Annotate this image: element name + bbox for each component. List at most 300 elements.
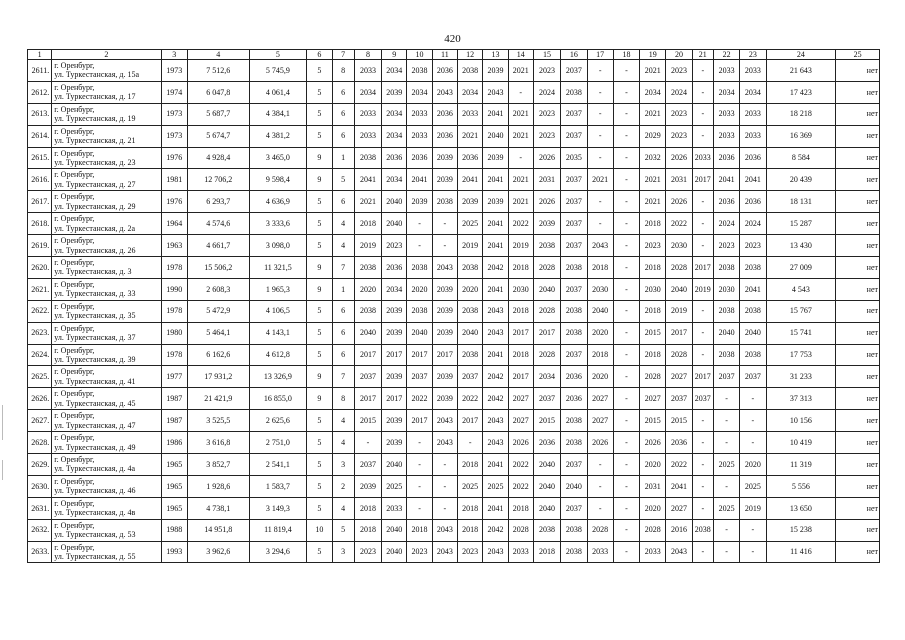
row-number: 2623. [28,322,52,344]
table-cell: 2040 [407,322,432,344]
table-cell: - [458,432,483,454]
address-city: г. Оренбург, [54,148,95,158]
table-cell: 2018 [508,497,533,519]
table-cell: 2017 [458,410,483,432]
table-cell: 4 381,2 [249,125,307,147]
table-cell: 2020 [640,497,666,519]
table-cell: 4 636,9 [249,191,307,213]
table-cell: 2042 [483,366,508,388]
table-cell: 2041 [483,235,508,257]
table-cell: 2036 [432,60,457,82]
table-cell: 2018 [640,300,666,322]
table-cell: 2027 [666,366,692,388]
address-cell [52,81,161,103]
table-cell: 6 162,6 [187,344,249,366]
table-cell: - [613,235,639,257]
table-cell: 5 [307,541,332,563]
address-city: г. Оренбург, [54,257,95,267]
table-cell: 2028 [533,344,560,366]
address-city: г. Оренбург, [54,323,95,333]
table-cell: нет [836,519,880,541]
table-cell: 31 233 [766,366,836,388]
row-number: 2615. [28,147,52,169]
table-cell: 2039 [432,300,457,322]
table-cell: 2038 [692,519,713,541]
table-cell: 2022 [508,213,533,235]
table-cell: 1976 [161,147,187,169]
table-cell: 2038 [561,432,587,454]
table-cell: 2018 [587,344,613,366]
address-cell [52,60,161,82]
address-city: г. Оренбург, [54,236,95,246]
table-cell: 2036 [561,388,587,410]
table-cell: 2019 [740,497,766,519]
table-cell: 2033 [354,60,381,82]
address-cell [52,257,161,279]
table-row [28,388,880,410]
table-cell: 2039 [483,191,508,213]
table-cell: 4 738,1 [187,497,249,519]
address-city: г. Оренбург, [54,126,95,136]
table-cell: 5 [307,454,332,476]
table-cell: 2039 [354,475,381,497]
table-cell: 5 [307,125,332,147]
table-cell: 15 287 [766,213,836,235]
table-cell: 7 [332,366,354,388]
table-cell: 4 [332,497,354,519]
table-cell: 2036 [432,103,457,125]
table-cell: 4 384,1 [249,103,307,125]
register-body [28,50,880,563]
table-cell: 9 [307,147,332,169]
table-cell: нет [836,147,880,169]
table-cell: 2018 [407,519,432,541]
table-cell: 2037 [561,125,587,147]
table-cell: 2017 [508,322,533,344]
address-street: ул. Туркестанская, д. 55 [54,552,136,562]
table-cell: 2038 [533,519,560,541]
table-cell: 6 [332,125,354,147]
address-cell [52,497,161,519]
address-cell [52,475,161,497]
table-cell: 14 951,8 [187,519,249,541]
table-cell: 2033 [407,103,432,125]
table-cell: 2037 [713,366,739,388]
table-row [28,147,880,169]
table-row [28,322,880,344]
table-cell: 2038 [407,300,432,322]
table-cell: 1988 [161,519,187,541]
table-cell: 2033 [354,125,381,147]
address-street: ул. Туркестанская, д. 27 [54,179,136,189]
table-cell: 4 [332,410,354,432]
table-cell: 2018 [354,519,381,541]
table-cell: 3 098,0 [249,235,307,257]
table-cell: 2038 [533,235,560,257]
address-city: г. Оренбург, [54,367,95,377]
address-city: г. Оренбург, [54,454,95,464]
column-header: 13 [483,50,508,60]
table-cell: 2023 [533,125,560,147]
address-cell [52,410,161,432]
address-street: ул. Туркестанская, д. 15а [54,70,139,80]
table-cell: 3 465,0 [249,147,307,169]
table-cell: 2039 [382,410,407,432]
table-cell: 2030 [508,278,533,300]
table-cell: 3 333,6 [249,213,307,235]
table-cell: 18 218 [766,103,836,125]
table-cell: 2037 [533,388,560,410]
table-cell: 2019 [354,235,381,257]
address-city: г. Оренбург, [54,345,95,355]
table-cell: 2038 [458,257,483,279]
table-cell: 2018 [354,213,381,235]
table-cell: 2034 [382,278,407,300]
table-cell: 12 706,2 [187,169,249,191]
table-cell: 2019 [692,278,713,300]
row-number: 2622. [28,300,52,322]
register-table [27,49,880,563]
table-cell: 1978 [161,257,187,279]
column-header: 15 [533,50,560,60]
table-cell: 2021 [640,191,666,213]
table-cell: 5 [307,410,332,432]
table-cell: 17 753 [766,344,836,366]
table-cell: 2028 [640,366,666,388]
table-cell: 2026 [533,147,560,169]
column-header: 22 [713,50,739,60]
table-cell: - [508,147,533,169]
table-cell: 2034 [640,81,666,103]
address-street: ул. Туркестанская, д. 49 [54,442,136,452]
table-cell: 2021 [508,60,533,82]
table-cell: - [713,519,739,541]
table-cell: 1973 [161,125,187,147]
table-cell: 9 [307,278,332,300]
table-cell: 2022 [666,454,692,476]
table-cell: - [407,497,432,519]
table-cell: 2041 [740,169,766,191]
table-row [28,519,880,541]
table-cell: 2024 [533,81,560,103]
table-cell: 2036 [713,191,739,213]
table-cell: 2033 [740,60,766,82]
table-cell: 9 [307,257,332,279]
table-cell: 2041 [483,103,508,125]
table-cell: 2037 [561,344,587,366]
table-cell: 6 [332,81,354,103]
table-cell: 2022 [407,388,432,410]
table-cell: 2043 [483,300,508,322]
table-cell: 2032 [640,147,666,169]
table-cell: 5 472,9 [187,300,249,322]
table-cell: 2043 [432,410,457,432]
table-cell: 9 [307,169,332,191]
address-city: г. Оренбург, [54,82,95,92]
table-cell: 5 [307,235,332,257]
table-cell: 1980 [161,322,187,344]
column-header: 20 [666,50,692,60]
table-cell: 2039 [432,388,457,410]
address-street: ул. Туркестанская, д. 37 [54,333,136,343]
table-cell: 21 421,9 [187,388,249,410]
table-cell: 2038 [561,257,587,279]
table-cell: 5 [307,81,332,103]
address-city: г. Оренбург, [54,498,95,508]
table-cell: 5 [307,60,332,82]
table-cell: 4 612,8 [249,344,307,366]
table-cell: 2033 [587,541,613,563]
address-cell [52,147,161,169]
table-cell: 2036 [713,147,739,169]
table-cell: 11 416 [766,541,836,563]
table-cell: 5 464,1 [187,322,249,344]
table-cell: 15 506,2 [187,257,249,279]
table-row [28,60,880,82]
table-cell: 2038 [561,300,587,322]
address-street: ул. Туркестанская, д. 3 [54,267,132,277]
table-cell: 8 584 [766,147,836,169]
table-cell: 9 598,4 [249,169,307,191]
table-cell: 2040 [713,322,739,344]
row-number: 2632. [28,519,52,541]
table-cell: 2027 [587,410,613,432]
table-cell: 2034 [382,169,407,191]
table-cell: 2018 [533,541,560,563]
table-cell: 2018 [587,257,613,279]
table-cell: 2037 [561,497,587,519]
table-cell: 2037 [407,366,432,388]
address-street: ул. Туркестанская, д. 41 [54,376,136,386]
table-cell: нет [836,541,880,563]
address-city: г. Оренбург, [54,433,95,443]
table-row [28,169,880,191]
table-cell: 2028 [666,344,692,366]
table-cell: - [692,191,713,213]
table-cell: 2037 [458,366,483,388]
table-cell: 2039 [483,147,508,169]
column-header: 7 [332,50,354,60]
table-cell: 2043 [432,81,457,103]
table-cell: 2023 [458,541,483,563]
table-cell: 2039 [432,147,457,169]
table-cell: - [587,81,613,103]
table-cell: 2017 [407,344,432,366]
table-cell: - [613,432,639,454]
table-cell: 21 643 [766,60,836,82]
address-street: ул. Туркестанская, д. 17 [54,92,136,102]
table-row [28,235,880,257]
table-cell: 2034 [354,81,381,103]
table-cell: - [692,300,713,322]
table-cell: 5 674,7 [187,125,249,147]
table-cell: 13 430 [766,235,836,257]
table-cell: - [692,541,713,563]
table-cell: - [692,432,713,454]
table-cell: 2017 [692,169,713,191]
table-cell: 2041 [483,497,508,519]
table-cell: - [692,344,713,366]
table-cell: 6 047,8 [187,81,249,103]
address-city: г. Оренбург, [54,192,95,202]
table-cell: - [692,475,713,497]
table-cell: 2021 [640,60,666,82]
row-number: 2613. [28,103,52,125]
table-cell: 2033 [458,103,483,125]
table-cell: 2026 [587,432,613,454]
table-cell: - [613,103,639,125]
table-cell: 2038 [432,191,457,213]
table-cell: - [713,541,739,563]
table-cell: 2034 [382,125,407,147]
table-cell: 2026 [533,191,560,213]
table-row [28,454,880,476]
table-cell: 2038 [561,322,587,344]
table-cell: - [613,344,639,366]
table-cell: 2021 [508,169,533,191]
column-header: 16 [561,50,587,60]
table-cell: 2041 [483,344,508,366]
row-number: 2628. [28,432,52,454]
table-cell: нет [836,60,880,82]
scan-margin-mark [2,405,3,440]
table-cell: 2038 [740,300,766,322]
table-cell: 2027 [508,410,533,432]
table-cell: 2023 [666,60,692,82]
table-cell: нет [836,191,880,213]
table-cell: 2033 [354,103,381,125]
table-cell: нет [836,125,880,147]
table-cell: 3 149,3 [249,497,307,519]
table-cell: 5 [307,103,332,125]
table-cell: 2020 [587,366,613,388]
table-cell: 2023 [740,235,766,257]
table-cell: - [587,147,613,169]
table-cell: - [587,213,613,235]
table-cell: 2036 [382,257,407,279]
table-cell: 2038 [561,519,587,541]
table-cell: 2033 [713,60,739,82]
table-cell: - [613,125,639,147]
table-row [28,81,880,103]
table-cell: 4 543 [766,278,836,300]
table-cell: 1 [332,147,354,169]
table-cell: 4 143,1 [249,322,307,344]
table-cell: - [587,475,613,497]
table-cell: - [432,235,457,257]
table-row [28,213,880,235]
table-cell: 15 767 [766,300,836,322]
column-header: 3 [161,50,187,60]
table-cell: 5 [332,169,354,191]
table-cell: 4 061,4 [249,81,307,103]
table-cell: 1 [332,278,354,300]
table-cell: 5 [307,344,332,366]
table-row [28,497,880,519]
table-cell: 1 583,7 [249,475,307,497]
table-cell: 3 852,7 [187,454,249,476]
table-cell: 2043 [483,322,508,344]
table-cell: 9 [307,366,332,388]
table-cell: 2036 [740,191,766,213]
table-cell: 2040 [666,278,692,300]
table-cell: - [432,213,457,235]
table-cell: 16 855,0 [249,388,307,410]
table-cell: 2019 [458,235,483,257]
table-cell: 2022 [508,475,533,497]
table-cell: - [740,388,766,410]
table-cell: - [740,410,766,432]
table-cell: 2037 [354,454,381,476]
table-cell: - [613,388,639,410]
table-row [28,300,880,322]
table-cell: 2043 [483,541,508,563]
table-cell: 2030 [713,278,739,300]
table-cell: 2021 [640,169,666,191]
table-cell: 2042 [483,519,508,541]
table-cell: 5 [307,432,332,454]
table-cell: 2018 [458,454,483,476]
table-cell: 2038 [740,344,766,366]
table-cell: 2038 [354,300,381,322]
column-header: 17 [587,50,613,60]
table-cell: 17 931,2 [187,366,249,388]
table-cell: 2023 [666,125,692,147]
address-city: г. Оренбург, [54,60,95,70]
table-cell: 2017 [382,388,407,410]
table-cell: нет [836,278,880,300]
table-cell: 2041 [483,213,508,235]
table-cell: 2034 [382,103,407,125]
table-row [28,432,880,454]
table-cell: 2036 [407,147,432,169]
table-cell: нет [836,410,880,432]
table-cell: 1990 [161,278,187,300]
table-cell: 2040 [483,125,508,147]
table-cell: 1987 [161,410,187,432]
table-cell: 2040 [587,300,613,322]
column-header: 2 [52,50,161,60]
table-cell: - [613,454,639,476]
table-cell: 1965 [161,497,187,519]
table-cell: 2041 [713,169,739,191]
address-city: г. Оренбург, [54,542,95,552]
table-cell: - [713,388,739,410]
table-cell: 2042 [483,257,508,279]
table-cell: 2017 [407,410,432,432]
address-street: ул. Туркестанская, д. 46 [54,486,136,496]
address-cell [52,519,161,541]
table-cell: - [692,81,713,103]
address-cell [52,235,161,257]
table-cell: 2033 [713,125,739,147]
table-cell: - [432,454,457,476]
table-cell: 1977 [161,366,187,388]
table-cell: 2 608,3 [187,278,249,300]
table-cell: 2043 [483,81,508,103]
address-cell [52,213,161,235]
table-cell: 2039 [382,81,407,103]
table-cell: 2030 [640,278,666,300]
table-cell: 2043 [483,432,508,454]
table-cell: 2036 [382,147,407,169]
table-cell: 2041 [354,169,381,191]
table-row [28,475,880,497]
table-cell: 2018 [640,213,666,235]
column-header: 19 [640,50,666,60]
table-cell: 3 294,6 [249,541,307,563]
table-cell: 2043 [483,410,508,432]
